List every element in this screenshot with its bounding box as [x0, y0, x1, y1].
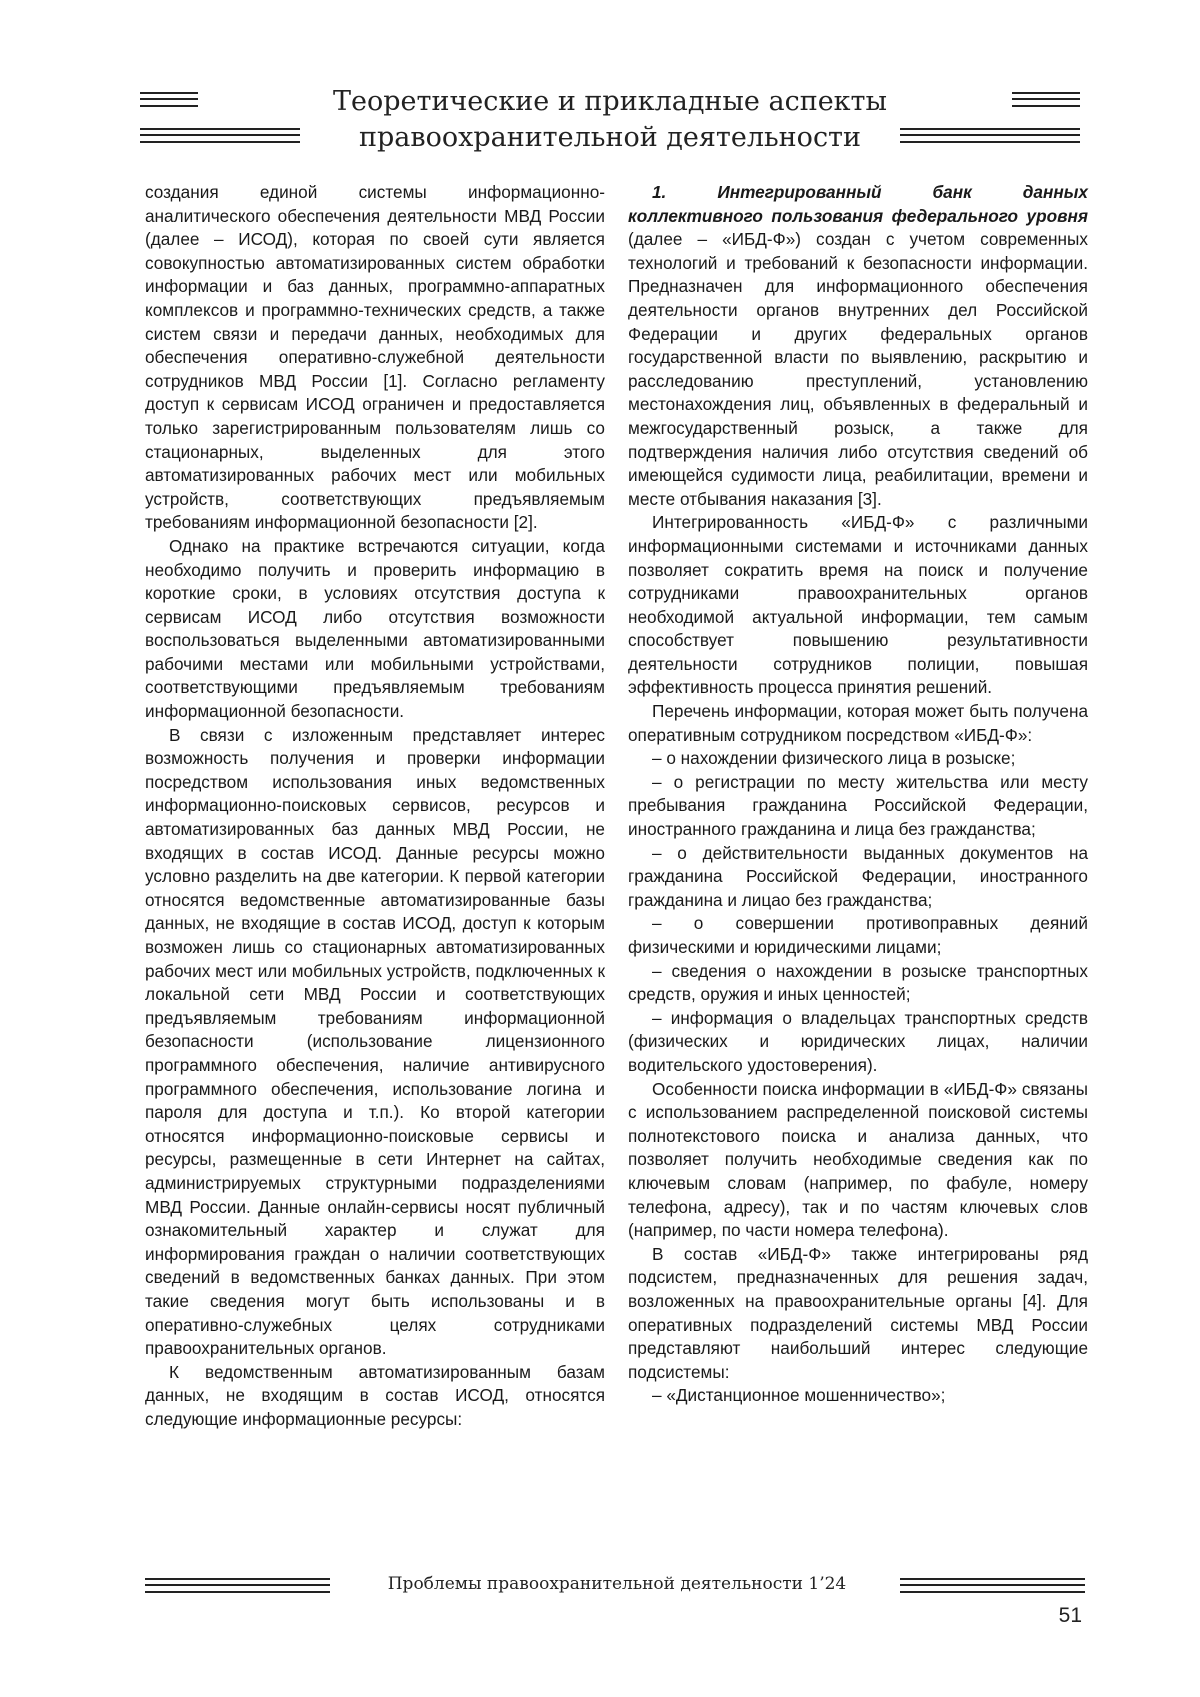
footer-rule-left	[145, 1578, 330, 1593]
right-paragraph-5: В состав «ИБД-Ф» также интегрированы ряд подсистем, предназначенных для решения задач, возложенных на правоохранительные органы [4]. Для оперативных подразделений системы МВД России представляют наибольший интерес следующие подсистемы:	[628, 1243, 1088, 1382]
list-item: – о совершении противоправных деяний физическими и юридическими лицами;	[628, 913, 1088, 957]
left-column	[145, 181, 605, 1431]
page-number: 51	[1058, 1604, 1082, 1627]
list-item: – сведения о нахождении в розыске транспортных средств, оружия и иных ценностей;	[628, 960, 1088, 1005]
left-paragraph-4: К ведомственным автоматизированным базам данных, не входящим в состав ИСОД, относятся следующие информационные ресурсы:	[145, 1361, 605, 1429]
running-footer	[145, 1572, 1085, 1598]
section-heading: 1. Интегрированный банк данных коллективного пользования федерального уровня	[628, 182, 1088, 226]
left-paragraph-3: В связи с изложенным представляет интерес возможность получения и проверки информации посредством использования иных ведомственных информационно-поисковых сервисов, ресурсов и автоматизированных баз данных МВД России, не входящих в состав ИСОД. Данные ресурсы можно условно разделить на две категории. К первой категории относятся ведомственные автоматизированные базы данных, не входящие в состав ИСОД, доступ к которым возможен лишь со стационарных автоматизированных рабочих мест или мобильных устройств, подключенных к локальной сети МВД России и соответствующих предъявляемым требованиям информационной безопасности (использование лицензионного программного обеспечения, наличие антивирусного программного обеспечения, использование логина и пароля для доступа и т.п.). Ко второй категории относятся информационно-поисковые сервисы и ресурсы, размещенные в сети Интернет на сайтах, администрируемых структурными подразделениями МВД России. Данные онлайн-сервисы носят публичный ознакомительный характер и служат для информирования граждан о наличии соответствующих сведений в ведомственных банках данных. При этом такие сведения могут быть использованы и в оперативно-служебных целях сотрудниками правоохранительных органов.	[145, 724, 605, 1359]
right-paragraph-4: Особенности поиска информации в «ИБД-Ф» связаны с использованием распределенной поисковой системы полнотекстового поиска и анализа данных, что позволяет получить необходимые сведения как по ключевым словам (например, по фабуле, номеру телефона, адресу), так и по частям ключевых слов (например, по части номера телефона).	[628, 1078, 1088, 1241]
journal-title: Проблемы правоохранительной деятельности 1’24	[387, 1574, 847, 1594]
left-paragraph-2: Однако на практике встречаются ситуации, когда необходимо получить и проверить информацию в короткие сроки, в условиях отсутствия доступа к сервисам ИСОД либо отсутствия возможности воспользоваться выделенными автоматизированными рабочими местами или мобильными устройствами, соответствующими предъявляемым требованиям информационной безопасности.	[145, 535, 605, 722]
footer-rule-right	[900, 1578, 1085, 1593]
right-paragraph-3: Перечень информации, которая может быть получена оперативным сотрудником посредством «ИБД-Ф»:	[628, 701, 1088, 745]
right-paragraph-2: Интегрированность «ИБД-Ф» с различными информационными системами и источниками данных позволяет сократить время на поиск и получение сотрудниками правоохранительных органов необходимой актуальной информации, тем самым способствует повышению результативности деятельности сотрудников полиции, повышая эффективность процесса принятия решений.	[628, 512, 1088, 698]
right-column	[628, 181, 1088, 1408]
header-title-line1: Теоретические и прикладные аспекты	[333, 86, 887, 117]
header-title-line2: правоохранительной деятельности	[359, 122, 861, 153]
list-item: – о нахождении физического лица в розыске;	[652, 748, 1016, 769]
list-item: – о действительности выданных документов на гражданина Российской Федерации, иностранного гражданина и лицао без гражданства;	[628, 842, 1088, 910]
running-header	[140, 84, 1080, 156]
right-paragraph-1-text: (далее – «ИБД-Ф») создан с учетом современных технологий и требований к безопасности информации. Предназначен для информационного обеспечения деятельности органов внутренних дел Российской Федерации и других федеральных органов государственной власти по выявлению, раскрытию и расследованию преступлений, установлению местонахождения лиц, объявленных в федеральный и межгосударственный розыск, а также для подтверждения наличия либо отсутствия сведений об имеющейся судимости лица, реабилитации, времени и месте отбывания наказания [3].	[628, 229, 1088, 509]
right-paragraph-1	[628, 181, 1088, 511]
header-title	[140, 84, 1080, 156]
list-item: – «Дистанционное мошенничество»;	[652, 1385, 946, 1406]
list-item: – информация о владельцах транспортных средств (физических и юридических лицах, наличии водительского удостоверения).	[628, 1007, 1088, 1075]
list-item: – о регистрации по месту жительства или месту пребывания гражданина Российской Федерации, иностранного гражданина и лица без гражданства;	[628, 771, 1088, 840]
left-paragraph-1: создания единой системы информационно-аналитического обеспечения деятельности МВД России (далее – ИСОД), которая по своей сути является совокупностью автоматизированных систем обработки информации и баз данных, программно-аппаратных комплексов и программно-технических средств, а также систем связи и передачи данных, необходимых для обеспечения оперативно-служебной деятельности сотрудников МВД России [1]. Согласно регламенту доступ к сервисам ИСОД ограничен и предоставляется только зарегистрированным пользователям лишь со стационарных, выделенных для этого автоматизированных рабочих мест или мобильных устройств, соответствующих предъявляемым требованиям информационной безопасности [2].	[145, 182, 605, 533]
